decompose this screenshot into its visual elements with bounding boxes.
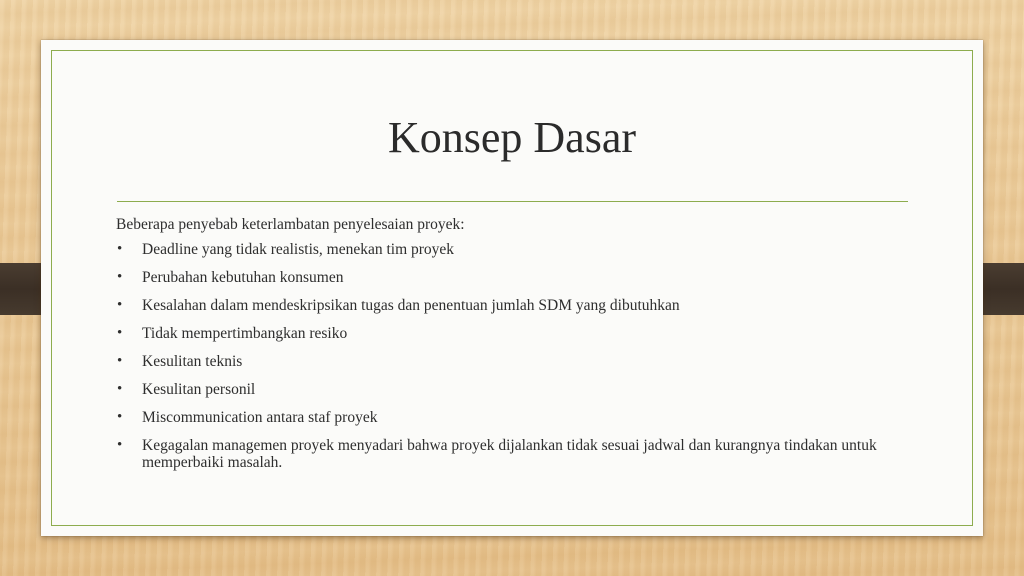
- bullet-list: [116, 241, 896, 471]
- slide-body: [116, 215, 896, 482]
- bullet-text: Perubahan kebutuhan konsumen: [142, 269, 344, 286]
- bullet-icon: •: [117, 325, 123, 341]
- bullet-icon: •: [117, 353, 123, 369]
- list-item: [116, 325, 896, 342]
- list-item: [116, 297, 896, 314]
- list-item: [116, 269, 896, 286]
- title-divider: [117, 201, 908, 202]
- bullet-text: Deadline yang tidak realistis, menekan tim proyek: [142, 241, 455, 258]
- list-item: [116, 381, 896, 398]
- bullet-icon: •: [117, 241, 123, 257]
- bullet-text: Kesulitan personil: [142, 381, 256, 398]
- bullet-text: Kegagalan managemen proyek menyadari bahwa proyek dijalankan tidak sesuai jadwal dan kurangnya tindakan untuk memperbaiki masalah.: [142, 437, 877, 471]
- bullet-icon: •: [117, 269, 123, 285]
- bullet-icon: •: [117, 297, 123, 313]
- slide-title: Konsep Dasar: [387, 113, 637, 162]
- bullet-text: Miscommunication antara staf proyek: [142, 409, 378, 426]
- bullet-text: Tidak mempertimbangkan resiko: [142, 325, 348, 342]
- bullet-icon: •: [117, 409, 123, 425]
- bullet-text: Kesalahan dalam mendeskripsikan tugas dan penentuan jumlah SDM yang dibutuhkan: [142, 297, 680, 314]
- list-item: [116, 409, 896, 426]
- bullet-icon: •: [117, 381, 123, 397]
- bullet-icon: •: [117, 437, 123, 453]
- bullet-text: Kesulitan teknis: [142, 353, 243, 370]
- list-item: [116, 241, 896, 258]
- slide-card: [41, 40, 983, 536]
- list-item: [116, 353, 896, 370]
- intro-text: Beberapa penyebab keterlambatan penyelesaian proyek:: [116, 216, 465, 233]
- list-item: [116, 437, 896, 471]
